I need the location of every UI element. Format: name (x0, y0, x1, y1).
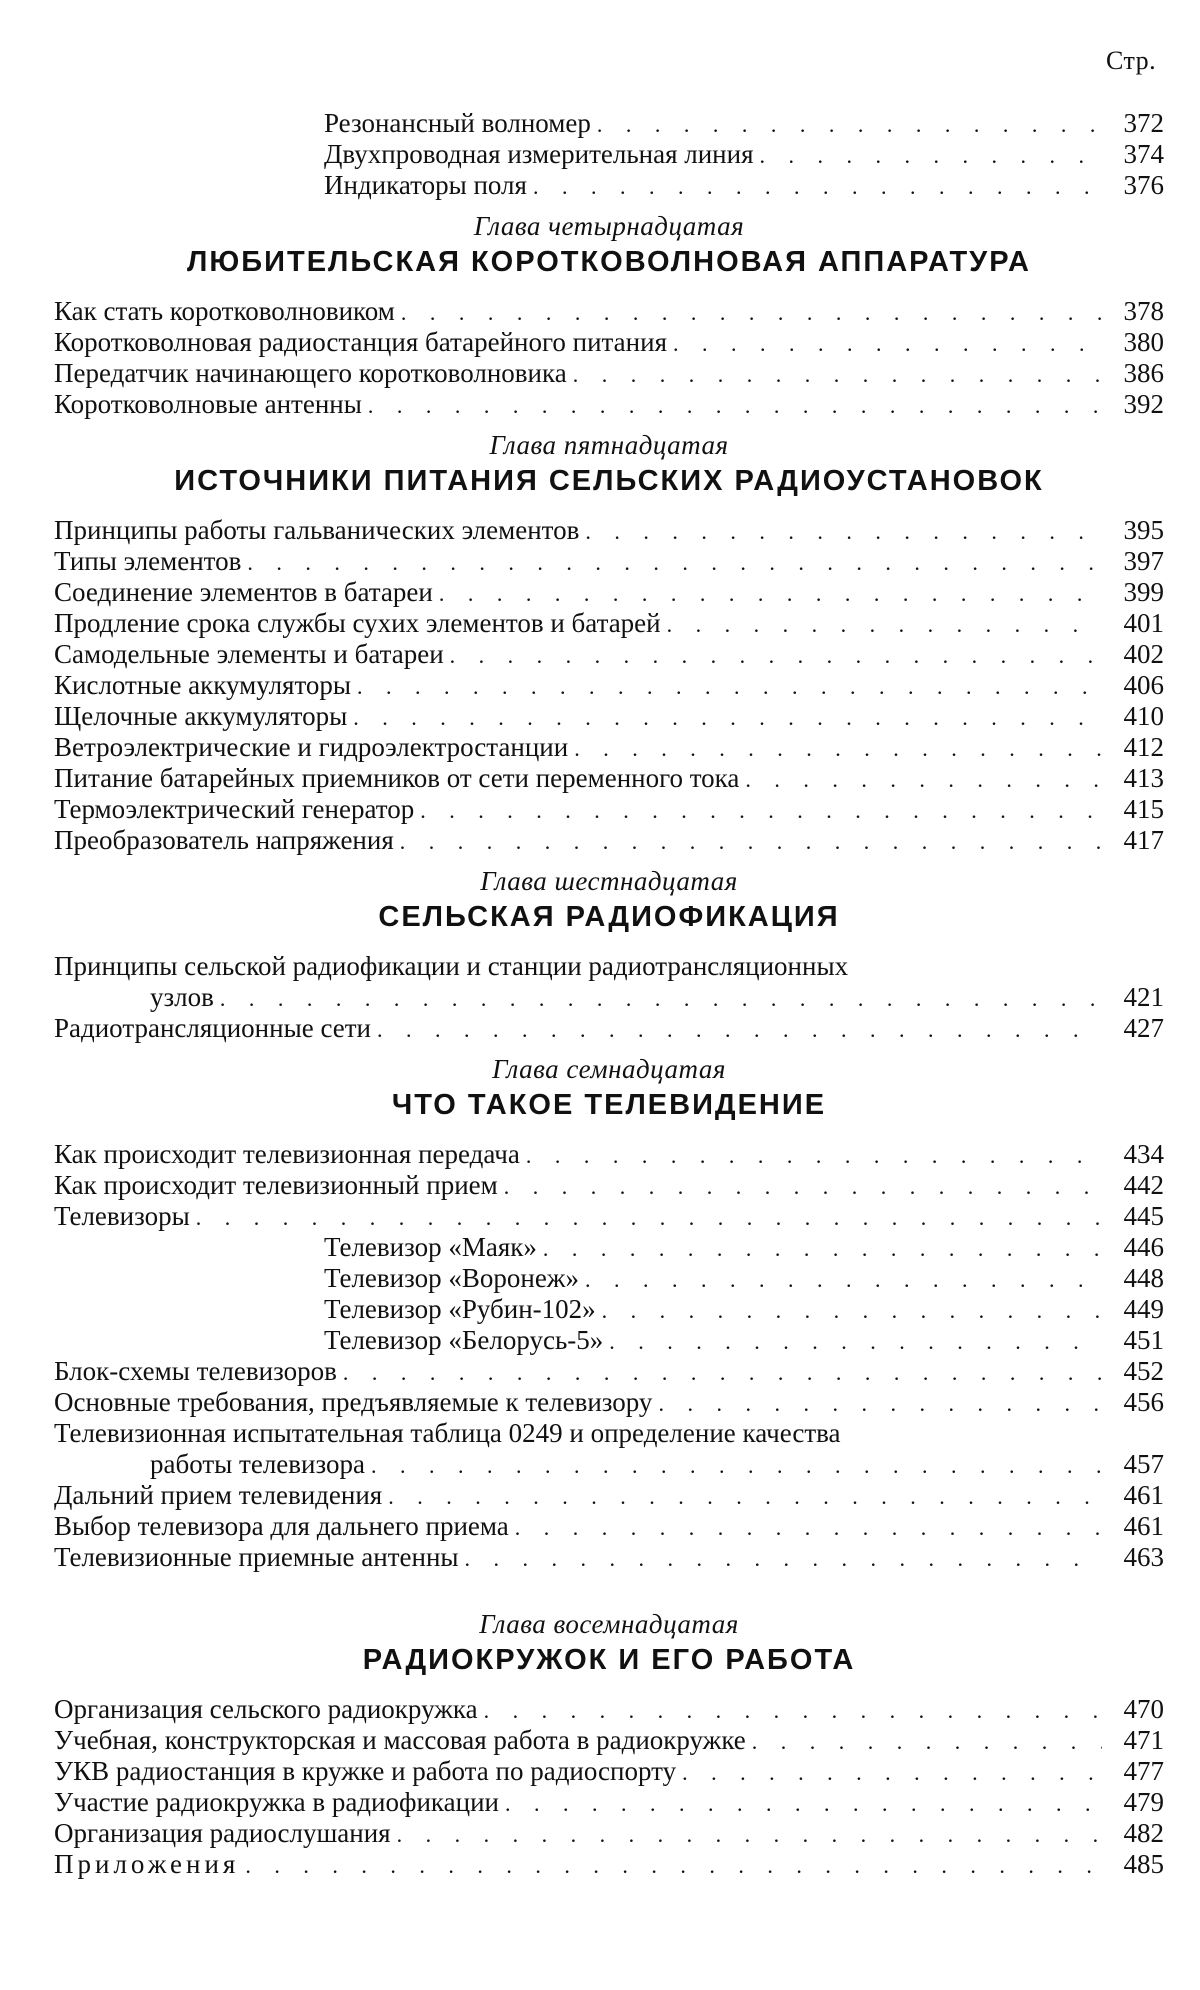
leader-dots (247, 547, 1102, 578)
leader-dots (353, 702, 1102, 733)
entry-title: Кислотные аккумуляторы (54, 670, 352, 700)
entry-title: Радиотрансляционные сети (54, 1013, 371, 1043)
toc-entry (54, 170, 1164, 201)
leader-dots (196, 1202, 1102, 1233)
entry-page: 471 (1123, 1725, 1164, 1755)
leader-dots (377, 1014, 1102, 1045)
entry-title-continued: узлов (150, 982, 214, 1012)
toc-entry (54, 1013, 1164, 1044)
leader-dots (465, 1543, 1102, 1574)
entry-page: 448 (1123, 1263, 1164, 1293)
toc-entry (54, 639, 1164, 670)
chapter-label: Глава шестнадцатая (480, 866, 738, 896)
leader-dots (343, 1357, 1102, 1388)
entry-title: Блок-схемы телевизоров (54, 1356, 337, 1386)
entry-page: 449 (1123, 1294, 1164, 1324)
entry-title: Питание батарейных приемников от сети переменного тока (54, 763, 740, 793)
chapter-label: Глава пятнадцатая (489, 430, 729, 460)
chapter-title: ЛЮБИТЕЛЬСКАЯ КОРОТКОВОЛНОВАЯ АППАРАТУРА (187, 246, 1031, 278)
entry-page: 417 (1123, 825, 1164, 855)
entry-title: Продление срока службы сухих элементов и батарей (54, 608, 661, 638)
entry-page: 456 (1123, 1387, 1164, 1417)
leader-dots (504, 1171, 1102, 1202)
toc-entry (54, 1756, 1164, 1787)
entry-page: 392 (1123, 389, 1164, 419)
leader-dots (745, 764, 1102, 795)
toc-sub-entry (54, 1325, 1164, 1356)
entry-page: 434 (1123, 1139, 1164, 1169)
chapter-title: ИСТОЧНИКИ ПИТАНИЯ СЕЛЬСКИХ РАДИОУСТАНОВОК (174, 465, 1044, 497)
toc-entry (54, 1511, 1164, 1542)
leader-dots (450, 640, 1102, 671)
toc-entry (54, 515, 1164, 546)
chapter-title: РАДИОКРУЖОК И ЕГО РАБОТА (362, 1644, 856, 1676)
entry-page: 463 (1123, 1542, 1164, 1572)
leader-dots (420, 795, 1102, 826)
chapter-label: Глава семнадцатая (492, 1054, 726, 1084)
entry-page: 395 (1123, 515, 1164, 545)
toc-entry (54, 608, 1164, 639)
entry-title: Приложения (54, 1849, 240, 1879)
entry-title: Принципы работы гальванических элементов (54, 515, 580, 545)
leader-dots (759, 140, 1102, 171)
entry-page: 457 (1123, 1449, 1164, 1479)
entry-page: 452 (1123, 1356, 1164, 1386)
entry-page: 451 (1123, 1325, 1164, 1355)
toc-entry (54, 546, 1164, 577)
leader-dots (371, 1450, 1102, 1481)
toc-entry (54, 1849, 1164, 1880)
leader-dots (673, 328, 1102, 359)
entry-title: Телевизор «Маяк» (324, 1232, 537, 1262)
leader-dots (585, 516, 1102, 547)
entry-page: 380 (1123, 327, 1164, 357)
entry-title: Передатчик начинающего коротковолновика (54, 358, 567, 388)
leader-dots (543, 1233, 1102, 1264)
toc-entry (54, 732, 1164, 763)
toc-entry (54, 108, 1164, 139)
entry-title: Организация радиослушания (54, 1818, 391, 1848)
toc-entry (54, 327, 1164, 358)
leader-dots (573, 359, 1102, 390)
leader-dots (245, 1850, 1102, 1881)
toc-entry (54, 1725, 1164, 1756)
chapter-label: Глава четырнадцатая (473, 211, 745, 241)
entry-page: 470 (1123, 1694, 1164, 1724)
toc-sub-entry (54, 1263, 1164, 1294)
toc-entry (54, 825, 1164, 856)
entry-page: 412 (1123, 732, 1164, 762)
entry-title-first-line: Принципы сельской радиофикации и станции радиотрансляционных (54, 951, 849, 981)
leader-dots (400, 826, 1102, 857)
toc-entry (54, 1387, 1164, 1418)
entry-title: Индикаторы поля (324, 170, 527, 200)
entry-title: Как происходит телевизионный прием (54, 1170, 498, 1200)
leader-dots (515, 1512, 1102, 1543)
leader-dots (658, 1388, 1102, 1419)
chapter-title: СЕЛЬСКАЯ РАДИОФИКАЦИЯ (378, 901, 840, 933)
toc-entry (54, 1542, 1164, 1573)
toc-entry (54, 1480, 1164, 1511)
entry-title: Термоэлектрический генератор (54, 794, 415, 824)
leader-dots (401, 297, 1102, 328)
toc-entry (54, 1201, 1164, 1232)
entry-title: Выбор телевизора для дальнего приема (54, 1511, 509, 1541)
toc-entry (54, 1818, 1164, 1849)
leader-dots (602, 1295, 1102, 1326)
entry-title: Телевизор «Белорусь-5» (324, 1325, 604, 1355)
chapter-title: ЧТО ТАКОЕ ТЕЛЕВИДЕНИЕ (391, 1089, 827, 1121)
entry-page: 485 (1123, 1849, 1164, 1879)
entry-page: 401 (1123, 608, 1164, 638)
entry-page: 402 (1123, 639, 1164, 669)
entry-title-first-line: Телевизионная испытательная таблица 0249 и определение качества (54, 1418, 841, 1448)
toc-entry (54, 577, 1164, 608)
leader-dots (585, 1264, 1102, 1295)
toc-entry (54, 296, 1164, 327)
entry-title: Коротковолновая радиостанция батарейного питания (54, 327, 667, 357)
entry-page: 386 (1123, 358, 1164, 388)
entry-title-continued: работы телевизора (150, 1449, 365, 1479)
entry-page: 445 (1123, 1201, 1164, 1231)
entry-page: 442 (1123, 1170, 1164, 1200)
leader-dots (609, 1326, 1102, 1357)
leader-dots (357, 671, 1102, 702)
table-of-contents (54, 108, 1164, 1880)
entry-title: Как стать коротковолновиком (54, 296, 395, 326)
entry-title: Двухпроводная измерительная линия (324, 139, 754, 169)
entry-title: Коротковолновые антенны (54, 389, 362, 419)
toc-entry (54, 1356, 1164, 1387)
leader-dots (526, 1140, 1102, 1171)
leader-dots (397, 1819, 1102, 1850)
entry-page: 399 (1123, 577, 1164, 607)
leader-dots (682, 1757, 1102, 1788)
toc-entry (54, 1170, 1164, 1201)
leader-dots (388, 1481, 1102, 1512)
toc-sub-entry (54, 1232, 1164, 1263)
leader-dots (484, 1695, 1102, 1726)
entry-page: 479 (1123, 1787, 1164, 1817)
entry-page: 413 (1123, 763, 1164, 793)
entry-page: 406 (1123, 670, 1164, 700)
toc-entry (54, 389, 1164, 420)
leader-dots (505, 1788, 1102, 1819)
entry-title: Ветроэлектрические и гидроэлектростанции (54, 732, 569, 762)
entry-title: Типы элементов (54, 546, 242, 576)
leader-dots (574, 733, 1102, 764)
toc-entry (54, 701, 1164, 732)
entry-page: 376 (1123, 170, 1164, 200)
leader-dots (220, 983, 1102, 1014)
entry-title: Участие радиокружка в радиофикации (54, 1787, 499, 1817)
toc-entry (54, 1787, 1164, 1818)
entry-page: 477 (1123, 1756, 1164, 1786)
leader-dots (439, 578, 1102, 609)
toc-entry (54, 358, 1164, 389)
toc-entry (54, 139, 1164, 170)
leader-dots (533, 171, 1102, 202)
toc-entry (54, 794, 1164, 825)
entry-title: УКВ радиостанция в кружке и работа по радиоспорту (54, 1756, 677, 1786)
entry-page: 397 (1123, 546, 1164, 576)
entry-page: 410 (1123, 701, 1164, 731)
chapter-label: Глава восемнадцатая (479, 1609, 739, 1639)
toc-entry (54, 982, 1164, 1013)
entry-page: 461 (1123, 1511, 1164, 1541)
toc-entry (54, 670, 1164, 701)
entry-page: 446 (1123, 1232, 1164, 1262)
entry-title: Соединение элементов в батареи (54, 577, 433, 607)
entry-page: 427 (1123, 1013, 1164, 1043)
entry-page: 372 (1123, 108, 1164, 138)
entry-title: Самодельные элементы и батареи (54, 639, 444, 669)
entry-title: Дальний прием телевидения (54, 1480, 383, 1510)
entry-page: 421 (1123, 982, 1164, 1012)
entry-page: 482 (1123, 1818, 1164, 1848)
leader-dots (597, 109, 1102, 140)
entry-title: Основные требования, предъявляемые к телевизору (54, 1387, 653, 1417)
toc-sub-entry (54, 1294, 1164, 1325)
toc-entry (54, 763, 1164, 794)
leader-dots (368, 390, 1102, 421)
entry-page: 415 (1123, 794, 1164, 824)
entry-title: Телевизионные приемные антенны (54, 1542, 459, 1572)
entry-title: Телевизоры (54, 1201, 190, 1231)
entry-title: Телевизор «Воронеж» (324, 1263, 579, 1293)
entry-page: 374 (1123, 139, 1164, 169)
toc-entry (54, 1449, 1164, 1480)
entry-title: Как происходит телевизионная передача (54, 1139, 520, 1169)
spacer (54, 1573, 1164, 1599)
leader-dots (752, 1726, 1102, 1757)
leader-dots (667, 609, 1102, 640)
entry-page: 461 (1123, 1480, 1164, 1510)
entry-title: Преобразователь напряжения (54, 825, 394, 855)
entry-title: Щелочные аккумуляторы (54, 701, 348, 731)
page-column-header: Стр. (1106, 46, 1157, 75)
entry-title: Телевизор «Рубин-102» (324, 1294, 596, 1324)
entry-title: Учебная, конструкторская и массовая работа в радиокружке (54, 1725, 746, 1755)
toc-entry (54, 1139, 1164, 1170)
toc-entry (54, 1694, 1164, 1725)
entry-title: Организация сельского радиокружка (54, 1694, 478, 1724)
entry-title: Резонансный волномер (324, 108, 591, 138)
entry-page: 378 (1123, 296, 1164, 326)
